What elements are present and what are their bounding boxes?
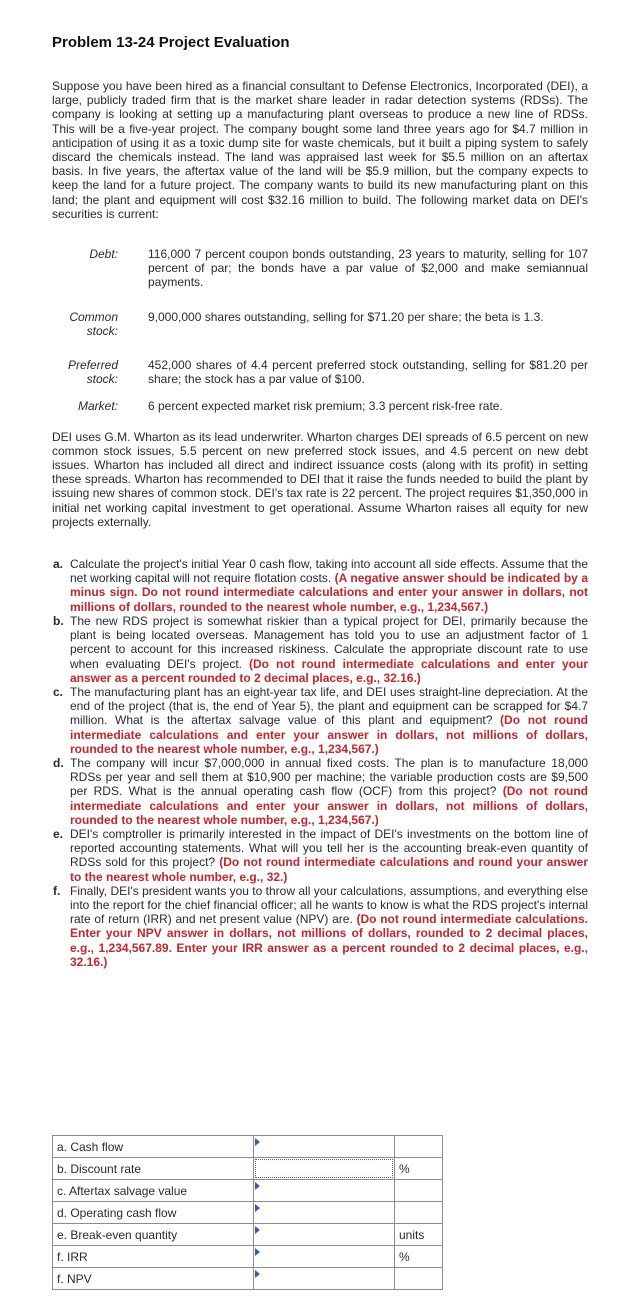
answer-row-discount-rate <box>53 1158 443 1180</box>
security-label: Debt: <box>89 247 118 262</box>
question-a <box>53 557 589 614</box>
answer-label: c. Aftertax salvage value <box>53 1180 254 1202</box>
question-list <box>52 557 588 969</box>
question-text: Calculate the project's initial Year 0 cash flow, taking into account all side effects. Assume that the net working capital will not require flotation costs. <box>70 557 588 586</box>
underwriter-paragraph: DEI uses G.M. Wharton as its lead underwriter. Wharton charges DEI spreads of 6.5 percent on new common stock issues, 5.5 percent on new preferred stock issues, and 4.5 percent on new debt issues. Wharton has included all direct and indirect issuance costs (along with its profit) in setting these spreads. Wharton has recommended to DEI that it raise the funds needed to build the plant by issuing new shares of common stock. DEI's tax rate is 22 percent. The project requires $1,350,000 in initial net working capital investment to get operational. Assume Wharton raises all equity for new projects externally. <box>52 429 588 529</box>
security-text: 452,000 shares of 4.4 percent preferred stock outstanding, selling for $81.20 per share; the stock has a par value of $100. <box>148 358 588 387</box>
intro-paragraph: Suppose you have been hired as a financial consultant to Defense Electronics, Incorporated (DEI), a large, publicly traded firm that is the market share leader in radar detection systems (RDSs). The company is looking at setting up a manufacturing plant overseas to produce a new line of RDSs. This will be a five-year project. The company bought some land three years ago for $4.7 million in anticipation of using it as a toxic dump site for waste chemicals, but it built a piping system to safely discard the chemicals instead. The land was appraised last week for $5.5 million on an aftertax basis. In five years, the aftertax value of the land will be $5.9 million, but the company expects to keep the land for a future project. The company wants to build its new manufacturing plant on this land; the plant and equipment will cost $32.16 million to build. The following market data on DEI's securities is current: <box>52 79 588 221</box>
answer-value[interactable] <box>255 1269 393 1288</box>
question-text: The new RDS project is somewhat riskier than a typical project for DEI, primarily because the plant is being located overseas. Management has told you to use an adjustment factor of 1 percent to account for this increased riskiness. Calculate the appropriate discount rate to use when evaluating DEI's project. <box>70 613 588 671</box>
answer-value[interactable] <box>255 1181 393 1200</box>
security-label: Market: <box>77 399 118 414</box>
answer-value[interactable] <box>255 1137 393 1156</box>
question-instruction: (Do not round intermediate calculations. Enter your NPV answer in dollars, not millions of dollars, rounded to 2 decimal places, e.g., 1,234,567.89. Enter your IRR answer as a percent rounded to 2 decimal places, e.g., 32.16.) <box>70 912 588 969</box>
question-letter: b. <box>53 613 64 628</box>
problem-container <box>52 34 588 969</box>
security-row-common <box>52 310 588 338</box>
answer-label: b. Discount rate <box>53 1158 254 1180</box>
answer-row-irr <box>53 1246 443 1268</box>
answer-label: f. NPV <box>53 1268 254 1290</box>
security-text: 9,000,000 shares outstanding, selling for $71.20 per share; the beta is 1.3. <box>148 309 544 324</box>
question-letter: e. <box>53 826 64 841</box>
answer-label: e. Break-even quantity <box>53 1224 254 1246</box>
answer-value[interactable] <box>255 1203 393 1222</box>
answer-value[interactable] <box>255 1159 393 1178</box>
question-text: Finally, DEI's president wants you to throw all your calculations, assumptions, and everything else into the report for the chief financial officer; all he wants to know is what the RDS project's internal rate of return (IRR) and net present value (NPV) are. <box>70 883 588 927</box>
question-text: The company will incur $7,000,000 in annual fixed costs. The plan is to manufacture 18,000 RDSs per year and sell them at $10,900 per machine; the variable production costs are $9,500 per RDS. What is the annual operating cash flow (OCF) from this project? <box>70 755 588 799</box>
security-label: Preferred stock: <box>67 358 118 387</box>
break-even-input[interactable] <box>254 1224 395 1246</box>
answer-row-break-even <box>53 1224 443 1246</box>
security-row-preferred <box>52 358 588 386</box>
answer-label: d. Operating cash flow <box>53 1202 254 1224</box>
question-text: The manufacturing plant has an eight-year tax life, and DEI uses straight-line depreciation. At the end of the project (that is, the end of Year 5), the plant and equipment can be scrapped for $4.7 million. What is the aftertax salvage value of this plant and equipment? <box>70 684 588 728</box>
question-instruction: (Do not round intermediate calculations and enter your answer as a percent rounded to 2 decimal places, e.g., 32.16.) <box>70 656 588 685</box>
question-letter: a. <box>53 557 64 572</box>
question-letter: c. <box>53 684 64 699</box>
answer-unit: % <box>395 1246 443 1268</box>
question-instruction: (A negative answer should be indicated by a minus sign. Do not round intermediate calculations and enter your answer in dollars, not millions of dollars, rounded to the nearest whole number, e.g., 1,234,567.) <box>70 571 589 614</box>
answer-unit: units <box>395 1224 443 1246</box>
question-e <box>53 826 588 884</box>
answer-unit <box>395 1202 443 1224</box>
question-letter: d. <box>53 755 64 770</box>
answer-row-salvage-value <box>53 1180 443 1202</box>
question-c <box>53 684 588 756</box>
answer-table <box>52 1135 443 1290</box>
npv-input[interactable] <box>254 1268 395 1290</box>
question-letter: f. <box>53 883 61 898</box>
security-text: 116,000 7 percent coupon bonds outstanding, 23 years to maturity, selling for 107 percent of par; the bonds have a par value of $2,000 and make semiannual payments. <box>148 247 588 290</box>
answer-label: a. Cash flow <box>53 1136 254 1158</box>
answer-row-cash-flow <box>53 1136 443 1158</box>
answer-row-npv <box>53 1268 443 1290</box>
answer-value[interactable] <box>255 1247 393 1266</box>
question-d <box>53 755 588 827</box>
page-title: Problem 13-24 Project Evaluation <box>52 34 290 51</box>
operating-cash-flow-input[interactable] <box>254 1202 395 1224</box>
answer-unit <box>395 1180 443 1202</box>
cash-flow-input[interactable] <box>254 1136 395 1158</box>
question-f <box>53 883 588 969</box>
question-instruction: (Do not round intermediate calculations and enter your answer in dollars, not millions of dollars, rounded to the nearest whole number, e.g., 1,234,567.) <box>70 784 588 827</box>
salvage-value-input[interactable] <box>254 1180 395 1202</box>
answer-label: f. IRR <box>53 1246 254 1268</box>
question-instruction: (Do not round intermediate calculations and round your answer to the nearest whole number, e.g., 32.) <box>70 855 588 884</box>
security-label: Common stock: <box>69 309 118 338</box>
irr-input[interactable] <box>254 1246 395 1268</box>
security-row-debt <box>52 247 588 290</box>
question-b <box>53 613 588 685</box>
question-instruction: (Do not round intermediate calculations and enter your answer in dollars, not millions of dollars, rounded to the nearest whole number, e.g., 1,234,567.) <box>70 713 588 756</box>
answer-unit <box>395 1268 443 1290</box>
answer-value[interactable] <box>255 1225 393 1244</box>
discount-rate-input[interactable] <box>254 1158 395 1180</box>
answer-unit <box>395 1136 443 1158</box>
security-row-market <box>52 399 588 413</box>
security-text: 6 percent expected market risk premium; 3.3 percent risk-free rate. <box>148 399 503 414</box>
securities-table <box>52 247 588 414</box>
answer-unit: % <box>395 1158 443 1180</box>
question-text: DEI's comptroller is primarily interested in the impact of DEI's investments on the bottom line of reported accounting statements. What will you tell her is the accounting break-even quantity of RDSs sold for this project? <box>70 826 588 870</box>
answer-row-operating-cash-flow <box>53 1202 443 1224</box>
